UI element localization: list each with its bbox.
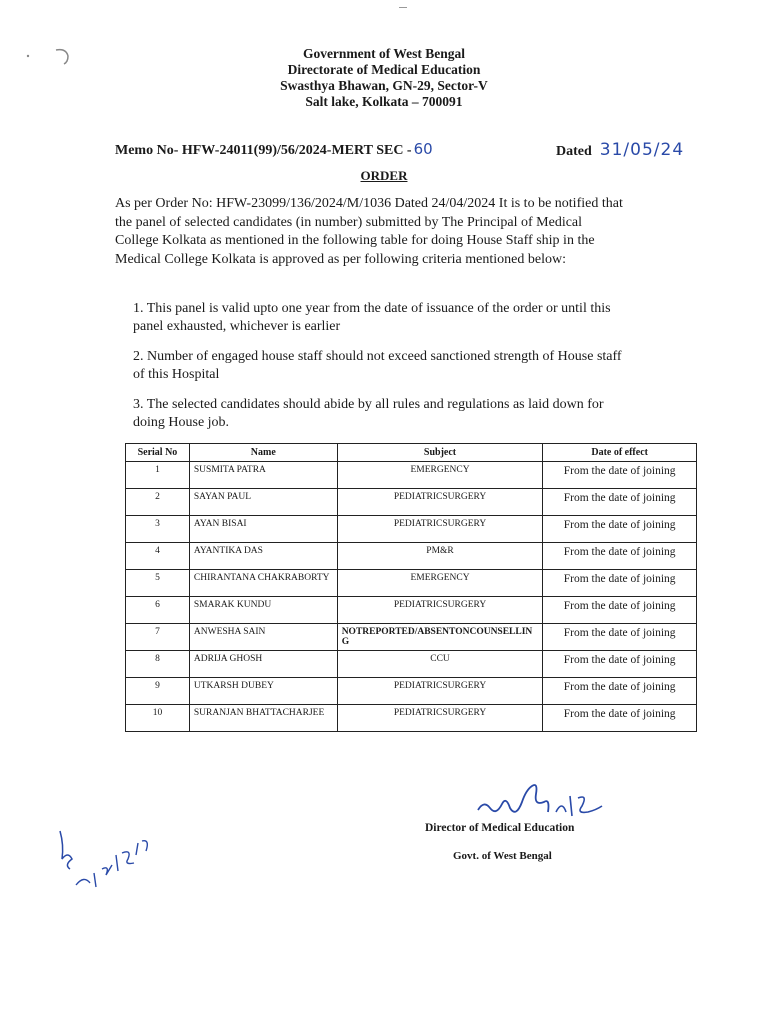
table-row	[126, 570, 697, 597]
cell-subject: NOTREPORTED/ABSENTONCOUNSELLING	[337, 624, 543, 651]
header-name: Name	[189, 444, 337, 462]
cell-subject: CCU	[337, 651, 543, 678]
header-line-2: Directorate of Medical Education	[287, 62, 481, 77]
cell-name: SMARAK KUNDU	[189, 597, 337, 624]
cell-serial: 6	[126, 597, 190, 624]
table-row	[126, 624, 697, 651]
table-row	[126, 543, 697, 570]
cell-serial: 5	[126, 570, 190, 597]
cell-name: AYAN BISAI	[189, 516, 337, 543]
cell-subject: PEDIATRICSURGERY	[337, 705, 543, 732]
cell-subject: PEDIATRICSURGERY	[337, 678, 543, 705]
cell-name: SURANJAN BHATTACHARJEE	[189, 705, 337, 732]
table-row	[126, 489, 697, 516]
signature-title: Director of Medical Education	[425, 822, 575, 834]
cell-serial: 4	[126, 543, 190, 570]
order-title: ORDER	[360, 168, 408, 183]
header-subject: Subject	[337, 444, 543, 462]
table-row	[126, 516, 697, 543]
cell-effect: From the date of joining	[543, 570, 697, 597]
cell-name: UTKARSH DUBEY	[189, 678, 337, 705]
table-row	[126, 597, 697, 624]
dated-handwritten-value: 31/05/24	[599, 140, 685, 160]
cell-effect: From the date of joining	[543, 462, 697, 489]
table-row	[126, 678, 697, 705]
cell-name: SUSMITA PATRA	[189, 462, 337, 489]
cell-name: ANWESHA SAIN	[189, 624, 337, 651]
table-row	[126, 651, 697, 678]
criterion-3: 3. The selected candidates should abide by all rules and regulations as laid down for doing House job.	[133, 397, 604, 430]
table-row	[126, 462, 697, 489]
cell-name: AYANTIKA DAS	[189, 543, 337, 570]
criterion-1: 1. This panel is valid upto one year from the date of issuance of the order or until this panel exhausted, whichever is earlier	[133, 301, 611, 334]
table-row	[126, 705, 697, 732]
cell-name: ADRIJA GHOSH	[189, 651, 337, 678]
cell-effect: From the date of joining	[543, 489, 697, 516]
cell-subject: PEDIATRICSURGERY	[337, 489, 543, 516]
cell-effect: From the date of joining	[543, 597, 697, 624]
cell-serial: 9	[126, 678, 190, 705]
header-line-4: Salt lake, Kolkata – 700091	[305, 94, 463, 109]
table-header-row	[126, 444, 697, 462]
memo-date	[556, 140, 684, 160]
cell-serial: 1	[126, 462, 190, 489]
cell-effect: From the date of joining	[543, 624, 697, 651]
memo-handwritten-number: 60	[413, 140, 433, 158]
cell-subject: PM&R	[337, 543, 543, 570]
cell-serial: 3	[126, 516, 190, 543]
cell-name: CHIRANTANA CHAKRABORTY	[189, 570, 337, 597]
cell-effect: From the date of joining	[543, 678, 697, 705]
header-line-3: Swasthya Bhawan, GN-29, Sector-V	[280, 78, 488, 93]
intro-paragraph: As per Order No: HFW-23099/136/2024/M/1036 Dated 24/04/2024 It is to be notified that the panel of selected candidates (in number) submitted by The Principal of Medical College Kolkata as mentioned in the following table for doing House Staff ship in the Medical College Kolkata is approved as per following criteria mentioned below:	[115, 196, 623, 267]
cell-subject: PEDIATRICSURGERY	[337, 516, 543, 543]
cell-serial: 10	[126, 705, 190, 732]
header-serial: Serial No	[126, 444, 190, 462]
cell-serial: 7	[126, 624, 190, 651]
memo-label: Memo No- HFW-24011(99)/56/2024-MERT SEC -	[115, 143, 412, 158]
cell-serial: 8	[126, 651, 190, 678]
cell-serial: 2	[126, 489, 190, 516]
cell-subject: PEDIATRICSURGERY	[337, 597, 543, 624]
margin-initials-icon	[50, 825, 160, 900]
cell-subject: EMERGENCY	[337, 462, 543, 489]
criterion-2: 2. Number of engaged house staff should not exceed sanctioned strength of House staff of this Hospital	[133, 349, 622, 382]
cell-effect: From the date of joining	[543, 705, 697, 732]
dated-label: Dated	[556, 144, 592, 159]
header-date-of-effect: Date of effect	[543, 444, 697, 462]
scan-mark	[399, 7, 407, 8]
cell-subject: EMERGENCY	[337, 570, 543, 597]
signature-subtitle: Govt. of West Bengal	[453, 850, 552, 862]
candidate-table	[125, 443, 697, 732]
cell-effect: From the date of joining	[543, 516, 697, 543]
cell-effect: From the date of joining	[543, 651, 697, 678]
memo-number	[115, 140, 433, 159]
header-line-1: Government of West Bengal	[302, 46, 466, 61]
cell-effect: From the date of joining	[543, 543, 697, 570]
cell-name: SAYAN PAUL	[189, 489, 337, 516]
